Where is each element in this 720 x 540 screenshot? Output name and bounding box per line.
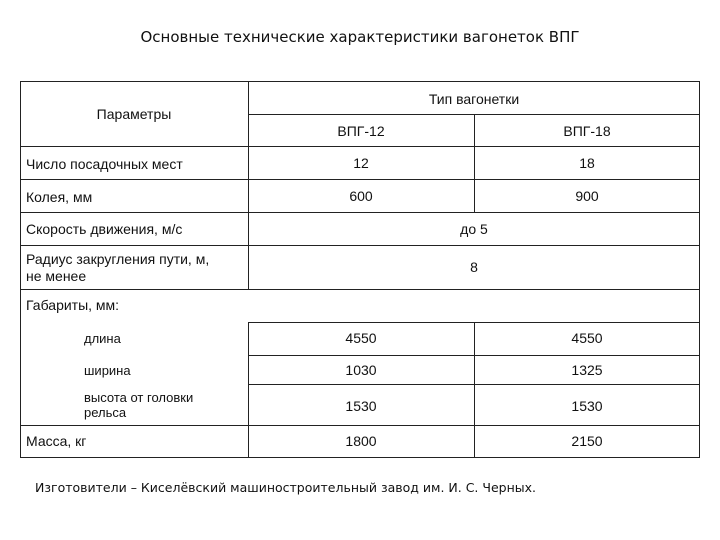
table-border-bottom	[20, 457, 700, 458]
table-line	[20, 245, 700, 246]
table-line	[20, 425, 700, 426]
table-line	[20, 146, 700, 147]
table-line	[474, 322, 475, 458]
row-label-mass: Масса, кг	[26, 433, 87, 449]
row-label-speed: Скорость движения, м/с	[26, 221, 183, 237]
table-border-left	[20, 81, 21, 458]
col-header-vpg12: ВПГ-12	[337, 123, 385, 139]
row-label-width: ширина	[84, 363, 131, 378]
table-line	[248, 322, 249, 458]
type-header: Тип вагонетки	[428, 91, 520, 107]
params-header: Параметры	[96, 106, 172, 122]
table-line	[20, 212, 700, 213]
cell-mass-vpg18: 2150	[571, 433, 603, 449]
row-label-seats: Число посадочных мест	[26, 156, 183, 172]
col-header-vpg18: ВПГ-18	[563, 123, 611, 139]
cell-radius: 8	[470, 259, 478, 275]
cell-seats-vpg18: 18	[579, 155, 595, 171]
cell-height-vpg12: 1530	[345, 398, 377, 414]
table-line	[474, 114, 475, 212]
table-line	[248, 81, 249, 289]
cell-width-vpg12: 1030	[345, 362, 377, 378]
table-line	[20, 179, 700, 180]
row-label-radius-line2: не менее	[26, 268, 87, 284]
table-border-right	[699, 81, 700, 458]
table-line	[20, 289, 700, 290]
cell-height-vpg18: 1530	[571, 398, 603, 414]
cell-seats-vpg12: 12	[353, 155, 369, 171]
row-label-height-line2: рельса	[84, 405, 127, 420]
row-label-height: высота от головки	[84, 390, 194, 405]
cell-mass-vpg12: 1800	[345, 433, 377, 449]
row-label-gauge: Колея, мм	[26, 189, 93, 205]
cell-gauge-vpg18: 900	[575, 188, 599, 204]
cell-speed: до 5	[460, 221, 488, 237]
row-label-length: длина	[84, 331, 121, 346]
cell-width-vpg18: 1325	[571, 362, 603, 378]
cell-gauge-vpg12: 600	[349, 188, 373, 204]
row-label-radius: Радиус закругления пути, м,	[26, 251, 210, 267]
table-border-top	[20, 81, 700, 82]
row-label-dimensions: Габариты, мм:	[26, 297, 120, 313]
cell-length-vpg18: 4550	[571, 330, 603, 346]
manufacturer-note: Изготовители – Киселёвский машиностроительный завод им. И. С. Черных.	[35, 480, 536, 495]
cell-length-vpg12: 4550	[345, 330, 377, 346]
page-title: Основные технические характеристики вагонеток ВПГ	[140, 28, 580, 46]
